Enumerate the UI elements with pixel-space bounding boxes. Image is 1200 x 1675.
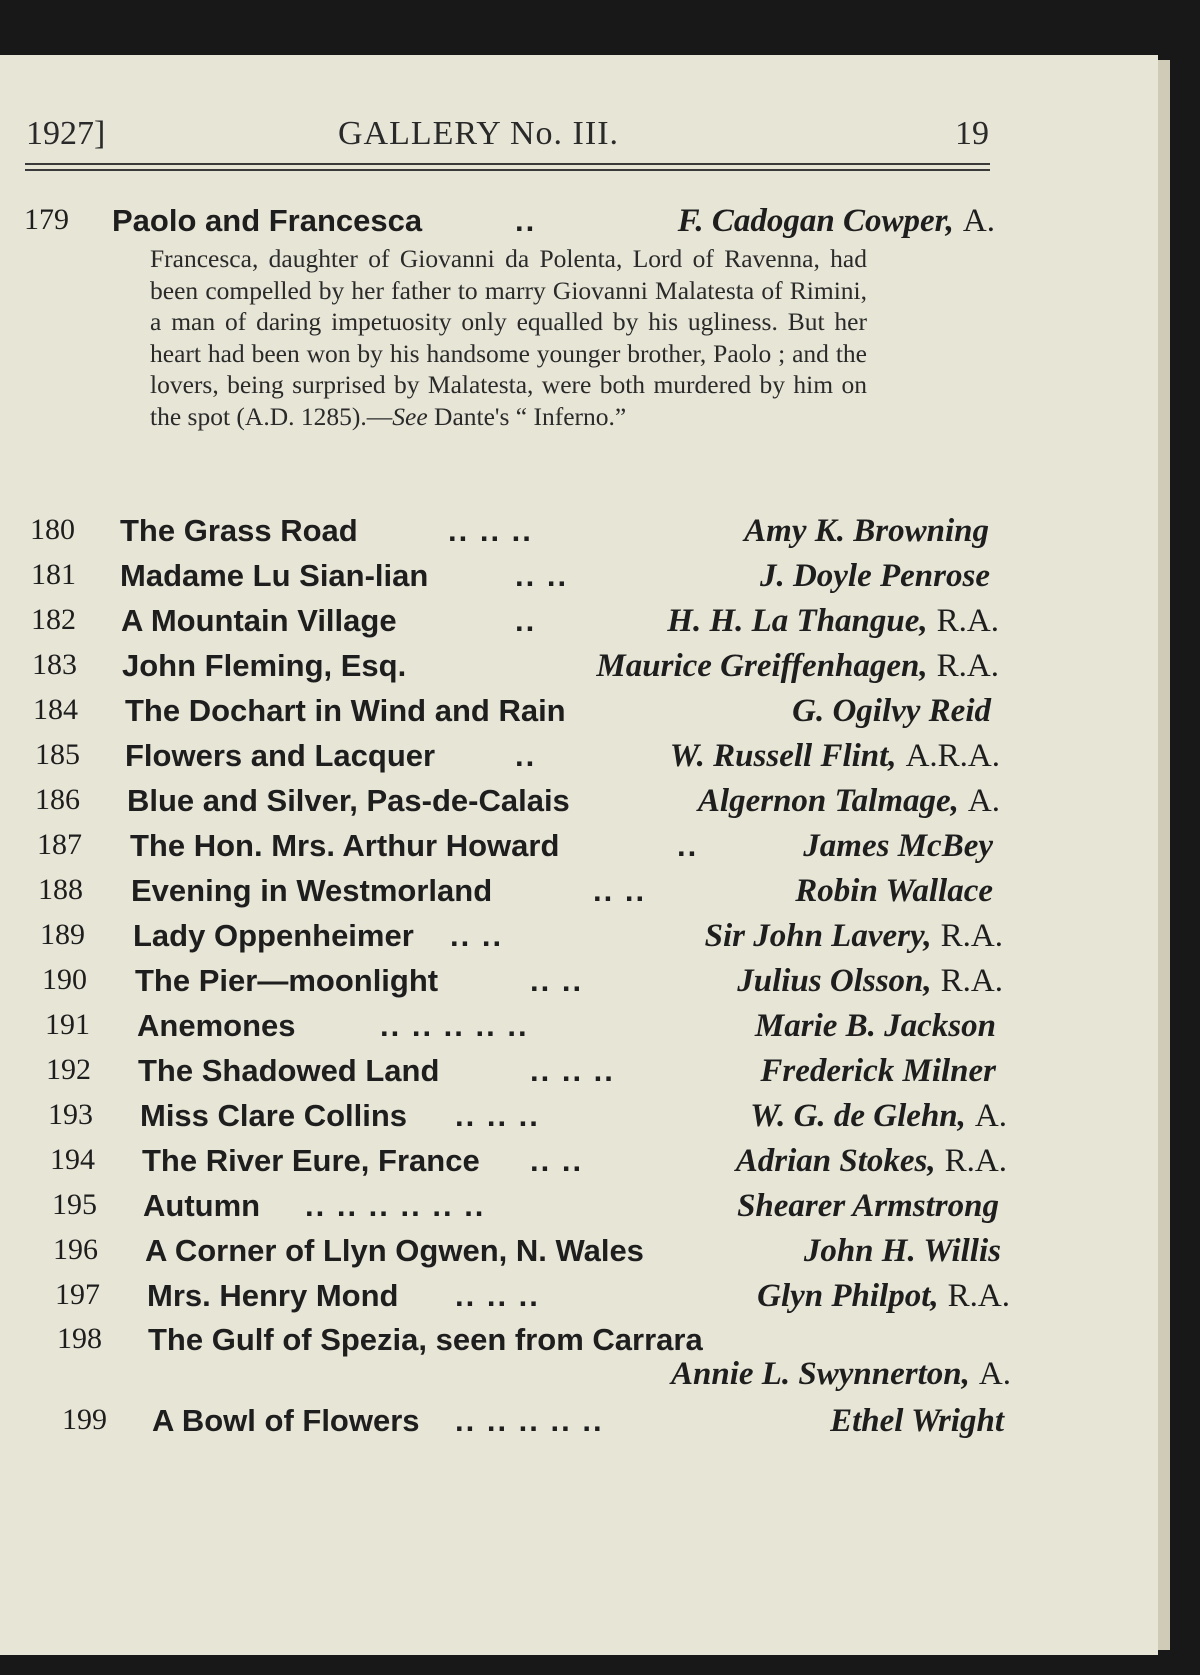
entry-artist: G. Ogilvy Reid bbox=[792, 693, 991, 729]
entry-artist: Robin Wallace bbox=[795, 873, 993, 909]
entry-artist: W. Russell Flint, A.R.A. bbox=[669, 738, 1000, 774]
entry-number: 185 bbox=[35, 738, 80, 771]
entry-artist: H. H. La Thangue, R.A. bbox=[667, 603, 999, 639]
entry-artist: Adrian Stokes, R.A. bbox=[735, 1143, 1007, 1179]
catalogue-entry bbox=[0, 918, 1003, 958]
entry-description: Francesca, daughter of Giovanni da Polenta, Lord of Ravenna, had been compelled by her father to marry Giovanni Malatesta of Rimini, a man of daring impetuosity only equalled by his ugliness. But her heart had been won by his handsome younger brother, Paolo ; and the lovers, being surprised by Malatesta, were both murdered by him on the spot (A.D. 1285).—See Dante's “ Inferno.” bbox=[150, 244, 867, 431]
entry-title: Blue and Silver, Pas-de-Calais bbox=[127, 783, 570, 818]
leader-dots: .. bbox=[515, 203, 537, 238]
entry-number: 186 bbox=[35, 783, 80, 816]
entry-number: 187 bbox=[37, 828, 82, 861]
entry-title: Paolo and Francesca bbox=[112, 203, 423, 238]
entry-number: 184 bbox=[33, 693, 78, 726]
leader-dots: .. .. bbox=[593, 873, 647, 908]
entry-artist: W. G. de Glehn, A. bbox=[750, 1098, 1007, 1134]
entry-artist: James McBey bbox=[803, 828, 993, 864]
entry-number: 197 bbox=[55, 1278, 100, 1311]
entry-title: The Dochart in Wind and Rain bbox=[125, 693, 566, 728]
entry-title: The Shadowed Land bbox=[138, 1053, 440, 1088]
header-title: GALLERY No. III. bbox=[338, 115, 620, 152]
catalogue-entry bbox=[0, 738, 1000, 778]
catalogue-entry bbox=[0, 693, 1000, 733]
entry-number: 194 bbox=[50, 1143, 95, 1176]
catalogue-entry bbox=[0, 1278, 1010, 1318]
leader-dots: .. .. .. bbox=[448, 513, 533, 548]
entry-number: 191 bbox=[45, 1008, 90, 1041]
catalogue-entry bbox=[0, 1322, 1011, 1402]
catalogue-entry bbox=[0, 203, 995, 243]
entry-title: Miss Clare Collins bbox=[140, 1098, 408, 1133]
header-year: 1927] bbox=[26, 115, 106, 152]
entry-number: 193 bbox=[48, 1098, 93, 1131]
leader-dots: .. .. bbox=[530, 1143, 584, 1178]
entry-artist: Glyn Philpot, R.A. bbox=[757, 1278, 1010, 1314]
entry-number: 198 bbox=[57, 1322, 102, 1355]
entry-artist: F. Cadogan Cowper, A. bbox=[677, 203, 995, 239]
leader-dots: .. .. .. .. .. bbox=[455, 1403, 604, 1438]
entry-number: 181 bbox=[31, 558, 76, 591]
catalogue-entry bbox=[0, 783, 1000, 823]
entry-title: A Bowl of Flowers bbox=[152, 1403, 420, 1438]
entry-artist: Annie L. Swynnerton, A. bbox=[670, 1356, 1011, 1392]
catalogue-entry bbox=[0, 1008, 1005, 1048]
entry-title: A Corner of Llyn Ogwen, N. Wales bbox=[145, 1233, 644, 1268]
leader-dots: .. .. .. bbox=[455, 1098, 540, 1133]
entry-title: The Hon. Mrs. Arthur Howard bbox=[130, 828, 560, 863]
entry-title: Madame Lu Sian-lian bbox=[120, 558, 429, 593]
entry-title: Autumn bbox=[143, 1188, 261, 1223]
leader-dots: .. .. bbox=[450, 918, 504, 953]
entry-artist: Julius Olsson, R.A. bbox=[737, 963, 1003, 999]
catalogue-entry bbox=[0, 1403, 1013, 1443]
header-rule bbox=[25, 169, 990, 171]
catalogue-entry bbox=[0, 1233, 1010, 1273]
catalogue-entry bbox=[0, 603, 999, 643]
catalogue-entry bbox=[0, 513, 998, 553]
entry-title: The Gulf of Spezia, seen from Carrara bbox=[148, 1322, 703, 1357]
leader-dots: .. .. bbox=[515, 558, 569, 593]
entry-title: The River Eure, France bbox=[142, 1143, 480, 1178]
entry-number: 182 bbox=[31, 603, 76, 636]
leader-dots: .. .. .. .. .. .. bbox=[305, 1188, 486, 1223]
entry-number: 199 bbox=[62, 1403, 107, 1436]
entry-artist: Sir John Lavery, R.A. bbox=[704, 918, 1003, 954]
entry-title: The Pier—moonlight bbox=[135, 963, 439, 998]
catalogue-entry bbox=[0, 828, 1002, 868]
page-edge bbox=[1158, 60, 1170, 1650]
entry-title: Evening in Westmorland bbox=[131, 873, 493, 908]
header-rule bbox=[25, 163, 990, 165]
entry-artist: Marie B. Jackson bbox=[754, 1008, 996, 1044]
entry-title: Anemones bbox=[137, 1008, 296, 1043]
entry-title: Lady Oppenheimer bbox=[133, 918, 414, 953]
leader-dots: .. .. .. .. .. bbox=[380, 1008, 529, 1043]
entry-artist: Frederick Milner bbox=[760, 1053, 996, 1089]
catalogue-entry bbox=[0, 1053, 1005, 1093]
catalogue-entry bbox=[0, 648, 999, 688]
entry-title: The Grass Road bbox=[120, 513, 358, 548]
entry-number: 196 bbox=[53, 1233, 98, 1266]
entry-number: 180 bbox=[30, 513, 75, 546]
catalogue-entry bbox=[0, 1143, 1007, 1183]
entry-title: John Fleming, Esq. bbox=[122, 648, 407, 683]
running-header bbox=[0, 115, 1000, 155]
entry-artist: Shearer Armstrong bbox=[737, 1188, 999, 1224]
entry-title: Flowers and Lacquer bbox=[125, 738, 436, 773]
entry-artist: Amy K. Browning bbox=[744, 513, 989, 549]
leader-dots: .. bbox=[515, 603, 537, 638]
entry-number: 195 bbox=[52, 1188, 97, 1221]
entry-title: A Mountain Village bbox=[121, 603, 397, 638]
catalogue-entry bbox=[0, 963, 1003, 1003]
entry-number: 190 bbox=[42, 963, 87, 996]
entry-number: 188 bbox=[38, 873, 83, 906]
entry-number: 183 bbox=[32, 648, 77, 681]
leader-dots: .. bbox=[515, 738, 537, 773]
entry-artist: Maurice Greiffenhagen, R.A. bbox=[596, 648, 999, 684]
entry-artist: J. Doyle Penrose bbox=[759, 558, 990, 594]
entry-artist: John H. Willis bbox=[803, 1233, 1001, 1269]
leader-dots: .. .. bbox=[530, 963, 584, 998]
entry-number: 189 bbox=[40, 918, 85, 951]
entry-number: 179 bbox=[24, 203, 69, 236]
entry-title: Mrs. Henry Mond bbox=[147, 1278, 399, 1313]
catalogue-entry bbox=[0, 873, 1002, 913]
page-number: 19 bbox=[955, 115, 989, 152]
catalogue-entry bbox=[0, 1098, 1007, 1138]
entry-artist: Ethel Wright bbox=[830, 1403, 1004, 1439]
entry-artist: Algernon Talmage, A. bbox=[697, 783, 1000, 819]
leader-dots: .. bbox=[677, 828, 699, 863]
catalogue-entry bbox=[0, 558, 999, 598]
leader-dots: .. .. .. bbox=[455, 1278, 540, 1313]
entry-number: 192 bbox=[46, 1053, 91, 1086]
leader-dots: .. .. .. bbox=[530, 1053, 615, 1088]
catalogue-entry bbox=[0, 1188, 1008, 1228]
